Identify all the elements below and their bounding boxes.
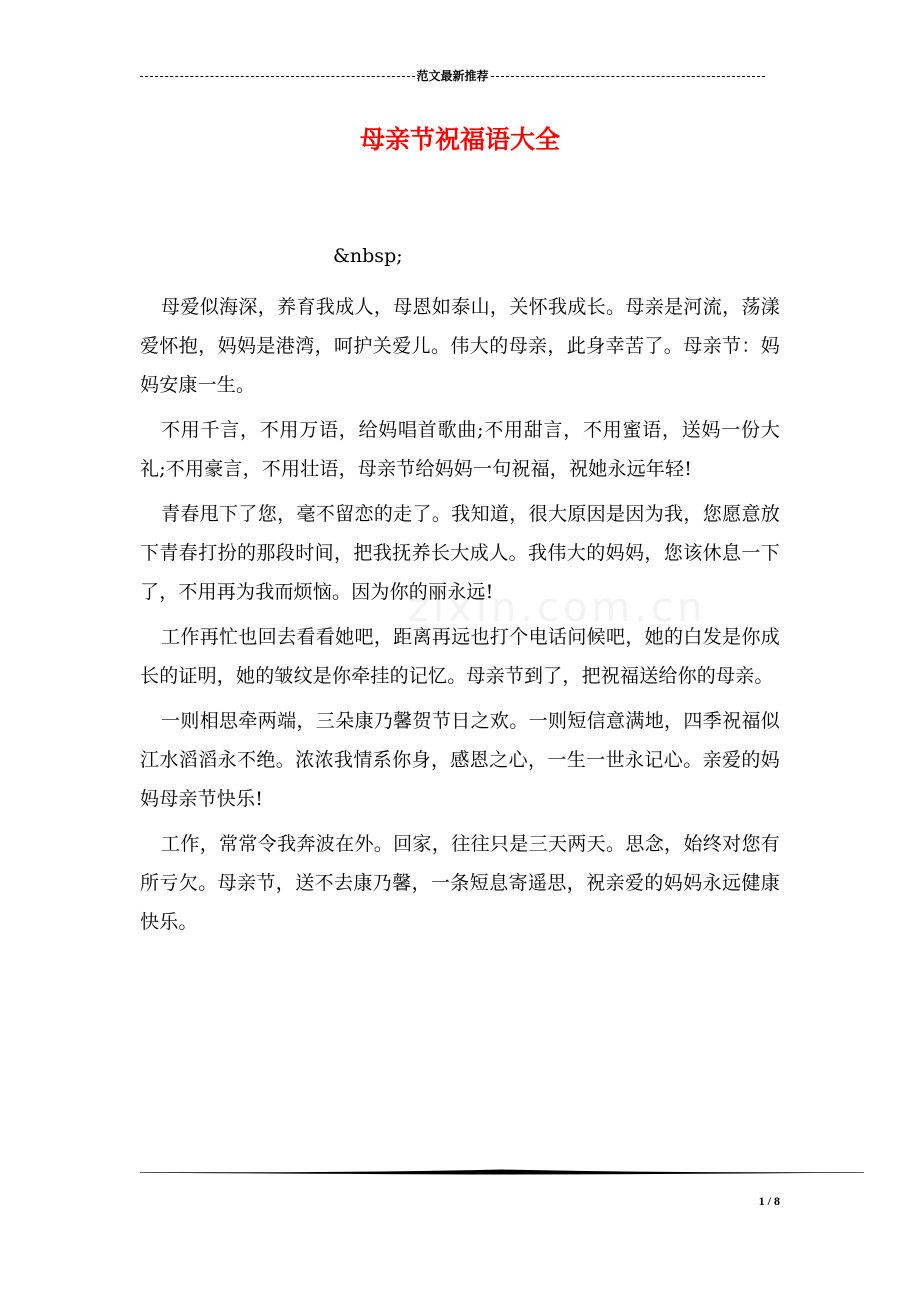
document-body <box>140 288 780 948</box>
watermark: zixin.com.cn <box>408 585 707 631</box>
paragraph: 不用千言，不用万语，给妈唱首歌曲;不用甜言，不用蜜语，送妈一份大礼;不用豪言，不用壮语，母亲节给妈妈一句祝福，祝她永远年轻! <box>140 419 780 480</box>
page-number: 1 / 8 <box>758 1194 780 1208</box>
nbsp-text: &nbsp; <box>333 245 403 267</box>
header-banner <box>140 67 765 85</box>
paragraph: 母爱似海深，养育我成人，母恩如泰山，关怀我成长。母亲是河流，荡漾爱怀抱，妈妈是港湾，呵护关爱儿。伟大的母亲，此身幸苦了。母亲节：妈妈安康一生。 <box>140 296 780 396</box>
header-dash-right <box>491 76 765 77</box>
header-label: 范文最新推荐 <box>416 69 489 83</box>
footer-divider <box>140 1166 864 1178</box>
paragraph: 工作，常常令我奔波在外。回家，往往只是三天两天。思念，始终对您有所亏欠。母亲节，送不去康乃馨，一条短息寄遥思，祝亲爱的妈妈永远健康快乐。 <box>140 833 780 933</box>
header-dash-left <box>140 76 415 77</box>
paragraph: 工作再忙也回去看看她吧，距离再远也打个电话问候吧，她的白发是你成长的证明，她的皱纹是你牵挂的记忆。母亲节到了，把祝福送给你的母亲。 <box>140 626 780 687</box>
paragraph: 一则相思牵两端，三朵康乃馨贺节日之欢。一则短信意满地，四季祝福似江水滔滔永不绝。浓浓我情系你身，感恩之心，一生一世永记心。亲爱的妈妈母亲节快乐! <box>140 710 780 810</box>
paragraph: 青春甩下了您，毫不留恋的走了。我知道，很大原因是因为我，您愿意放下青春打扮的那段时间，把我抚养长大成人。我伟大的妈妈，您该休息一下了，不用再为我而烦恼。因为你的丽永远! <box>140 503 780 603</box>
document-title: 母亲节祝福语大全 <box>359 125 560 154</box>
